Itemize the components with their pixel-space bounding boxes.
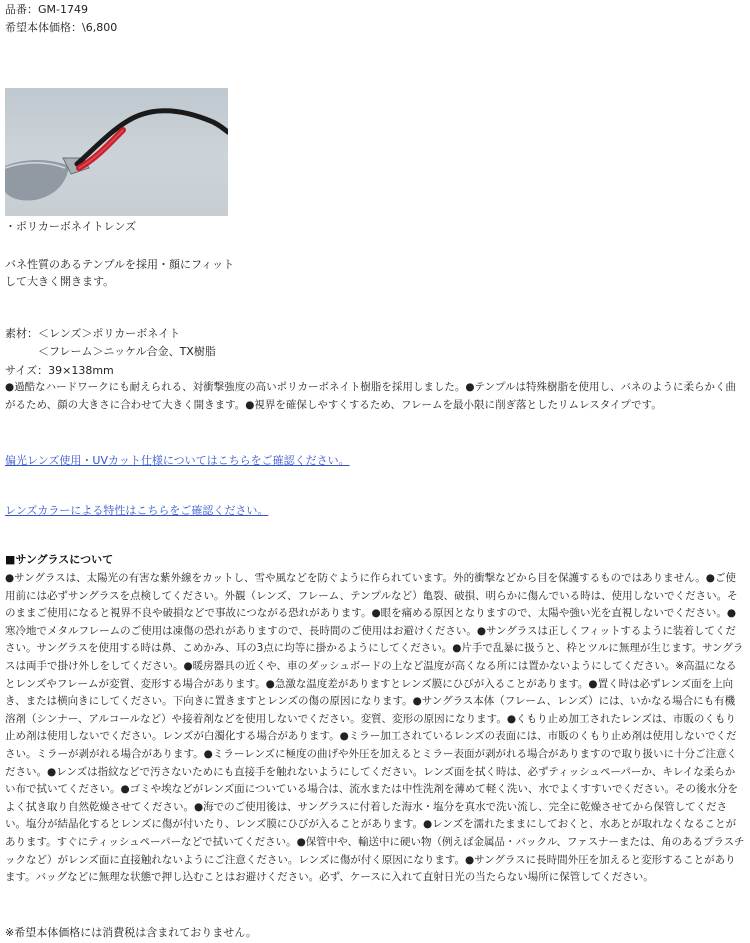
sunglasses-illustration [5,88,228,216]
about-sunglasses-heading: ■サングラスについて [5,553,114,566]
product-price: 希望本体価格：\6,800 [5,21,118,34]
spec-material-lens: 素材：＜レンズ＞ポリカーボネイト [5,327,181,340]
polarized-info-link[interactable]: 偏光レンズ使用・UVカット仕様についてはこちらをご確認ください。 [5,454,350,467]
product-photo [5,88,228,216]
feature-line-2: して大きく開きます。 [5,275,115,288]
product-description: ●過酷なハードワークにも耐えられる、対衝撃強度の高いポリカーボネイト樹脂を採用しました。●テンプルは特殊樹脂を使用し、バネのように柔らかく曲がるため、顔の大きさに合わせて大きく開きます。●視界を確保しやすくするため、フレームを最小限に削ぎ落としたリムレスタイプです。 [5,381,737,411]
spec-material-frame: ＜フレーム＞ニッケル合金、TX樹脂 [38,345,216,358]
about-sunglasses-body: ●サングラスは、太陽光の有害な紫外線をカットし、雪や風などを防ぐように作られています。外的衝撃などから目を保護するものではありません。●ご使用前には必ずサングラスを点検してください。外観（レンズ、フレーム、テンプルなど）亀裂、破損、明らかに傷んでいる時は、使用しないでください。そのままご使用になると視界不良や破損などで事故につながる恐れがあります。●眼を痛める原因となりますので、太陽や強い光を直視しないでください。●寒冷地でメタルフレームのご使用は凍傷の恐れがありますので、長時間のご使用はお避けください。●サングラスは正しくフィットするように装着してください。サングラスを使用する時は鼻、こめかみ、耳の3点に均等に掛かるようにしてください。●片手で乱暴に扱うと、枠とツルに無理が生じます。サングラスは両手で掛け外しをしてください。●暖房器具の近くや、車のダッシュボードの上など温度が高くなる所には置かないようにしてください。※高温になるとレンズやフレームが変質、変形する場合があります。●急激な温度差がありますとレンズ膜にひびが入ることがあります。●置く時は必ずレンズ面を上向き、または横向きにしてください。下向きに置きますとレンズの傷の原因になります。●サングラス本体（フレーム、レンズ）には、いかなる場合にも有機溶剤（シンナー、アルコールなど）や接着剤などを使用しないでください。変質、変形の原因になります。●くもり止め加工されたレンズは、市販のくもり止め剤は使用しないでください。レンズが白濁化する場合があります。●ミラー加工されているレンズの表面には、市販のくもり止め剤は使用しないでください。ミラーが剥がれる場合があります。●ミラーレンズに極度の曲げや外圧を加えるとミラー表面が剥がれる場合がありますので取り扱いに十分ご注意ください。●レンズは指紋などで汚さないためにも直接手を触れないようにしてください。レンズ面を拭く時は、必ずティッシュペーパーか、キレイな柔らかい布で拭いてください。●ゴミや埃などがレンズ面についている場合は、流水または中性洗剤を薄めて軽く洗い、水でよくすすいでください。その後水分をよく拭き取り自然乾燥させてください。●海でのご使用後は、サングラスに付着した海水・塩分を真水で洗い流し、完全に乾燥させてから保管してください。塩分が結晶化するとレンズに傷が付いたり、レンズ膜にひびが入ることがあります。●レンズを濡れたままにしておくと、水あとが取れなくなることがあります。すぐにティッシュペーパーなどで拭いてください。●保管中や、輸送中に硬い物（例えば金属品・バックル、ファスナーまたは、角のあるプラスチックなど）がレンズ面に直接触れないようにご注意ください。レンズに傷が付く原因になります。●サングラスに長時間外圧を加えると変形することがあります。バッグなどに無理な状態で押し込むことはお避けください。必ず、ケースに入れて直射日光の当たらない場所に保管してください。 [5,572,745,884]
lens-color-info-link[interactable]: レンズカラーによる特性はこちらをご確認ください。 [5,504,269,517]
feature-line-1: バネ性質のあるテンプルを採用・顔にフィット [5,258,235,271]
footer-tax-note: ※希望本体価格には消費税は含まれておりません。 [5,926,257,939]
product-code: 品番：GM-1749 [5,3,88,16]
spec-size: サイズ：39×138mm [5,364,114,377]
image-caption: ・ポリカーボネイトレンズ [5,220,137,233]
